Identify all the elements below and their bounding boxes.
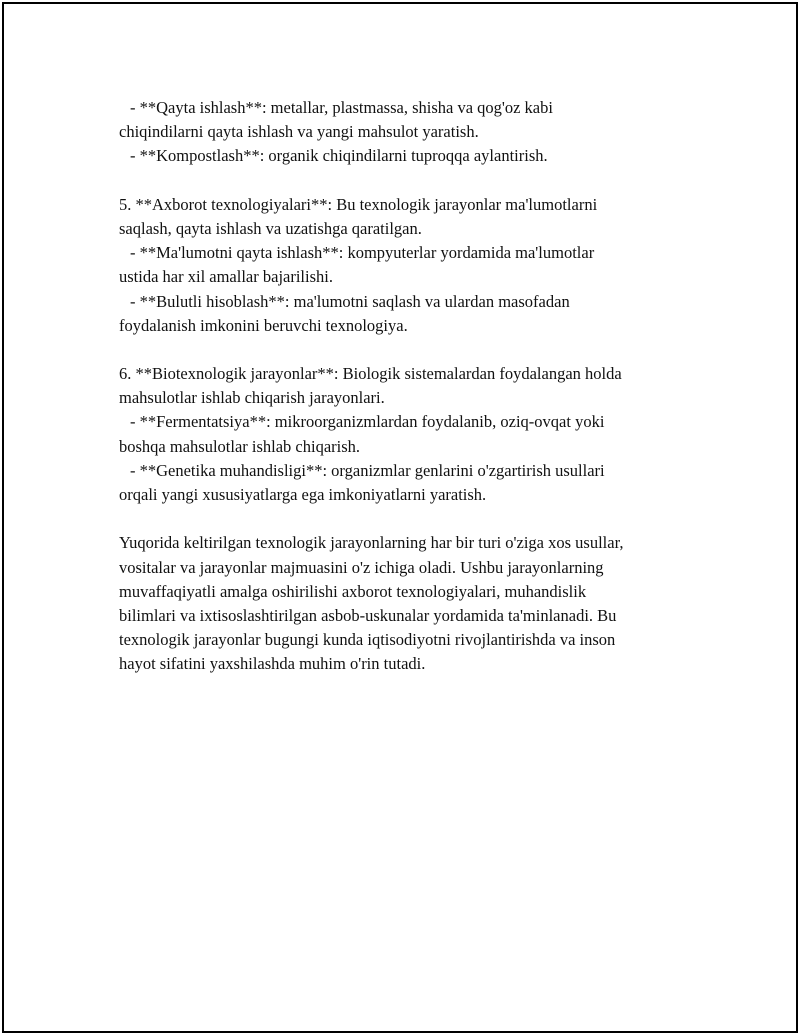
text-line: 6. **Biotexnologik jarayonlar**: Biologik sistemalardan foydalangan holda: [119, 364, 622, 384]
document-page: [2, 2, 798, 1033]
text-line: foydalanish imkonini beruvchi texnologiya.: [119, 315, 408, 335]
text-line: - **Bulutli hisoblash**: ma'lumotni saqlash va ulardan masofadan: [130, 291, 570, 311]
text-line: - **Kompostlash**: organik chiqindilarni tuproqqa aylantirish.: [130, 146, 548, 166]
text-line: chiqindilarni qayta ishlash va yangi mahsulot yaratish.: [119, 122, 479, 142]
text-line: saqlash, qayta ishlash va uzatishga qaratilgan.: [119, 218, 422, 238]
paragraph-gap: [119, 169, 699, 193]
biotechnology-section: [119, 362, 699, 507]
text-line: 5. **Axborot texnologiyalari**: Bu texnologik jarayonlar ma'lumotlarni: [119, 194, 598, 214]
text-line: - **Genetika muhandisligi**: organizmlar genlarini o'zgartirish usullari: [130, 460, 605, 480]
text-line: muvaffaqiyatli amalga oshirilishi axborot texnologiyalari, muhandislik: [119, 581, 587, 601]
text-line: vositalar va jarayonlar majmuasini o'z ichiga oladi. Ushbu jarayonlarning: [119, 557, 604, 577]
paragraph-gap: [119, 507, 699, 531]
text-line: boshqa mahsulotlar ishlab chiqarish.: [119, 436, 361, 456]
text-line: - **Ma'lumotni qayta ishlash**: kompyuterlar yordamida ma'lumotlar: [130, 243, 595, 263]
text-line: bilimlari va ixtisoslashtirilgan asbob-uskunalar yordamida ta'minlanadi. Bu: [119, 605, 617, 625]
text-line: hayot sifatini yaxshilashda muhim o'rin tutadi.: [119, 654, 426, 674]
document-body: [119, 96, 699, 677]
conclusion-paragraph: [119, 531, 699, 676]
text-line: Yuqorida keltirilgan texnologik jarayonlarning har bir turi o'ziga xos usullar,: [119, 533, 624, 553]
text-line: mahsulotlar ishlab chiqarish jarayonlari.: [119, 388, 385, 408]
text-line: ustida har xil amallar bajarilishi.: [119, 267, 333, 287]
text-line: orqali yangi xususiyatlarga ega imkoniyatlarni yaratish.: [119, 485, 487, 504]
text-line: - **Qayta ishlash**: metallar, plastmassa, shisha va qog'oz kabi: [130, 98, 553, 117]
text-line: texnologik jarayonlar bugungi kunda iqtisodiyotni rivojlantirishda va inson: [119, 630, 616, 650]
recycling-section: [119, 96, 699, 169]
paragraph-gap: [119, 338, 699, 362]
text-line: - **Fermentatsiya**: mikroorganizmlardan foydalanib, oziq-ovqat yoki: [130, 412, 605, 432]
information-technology-section: [119, 193, 699, 338]
